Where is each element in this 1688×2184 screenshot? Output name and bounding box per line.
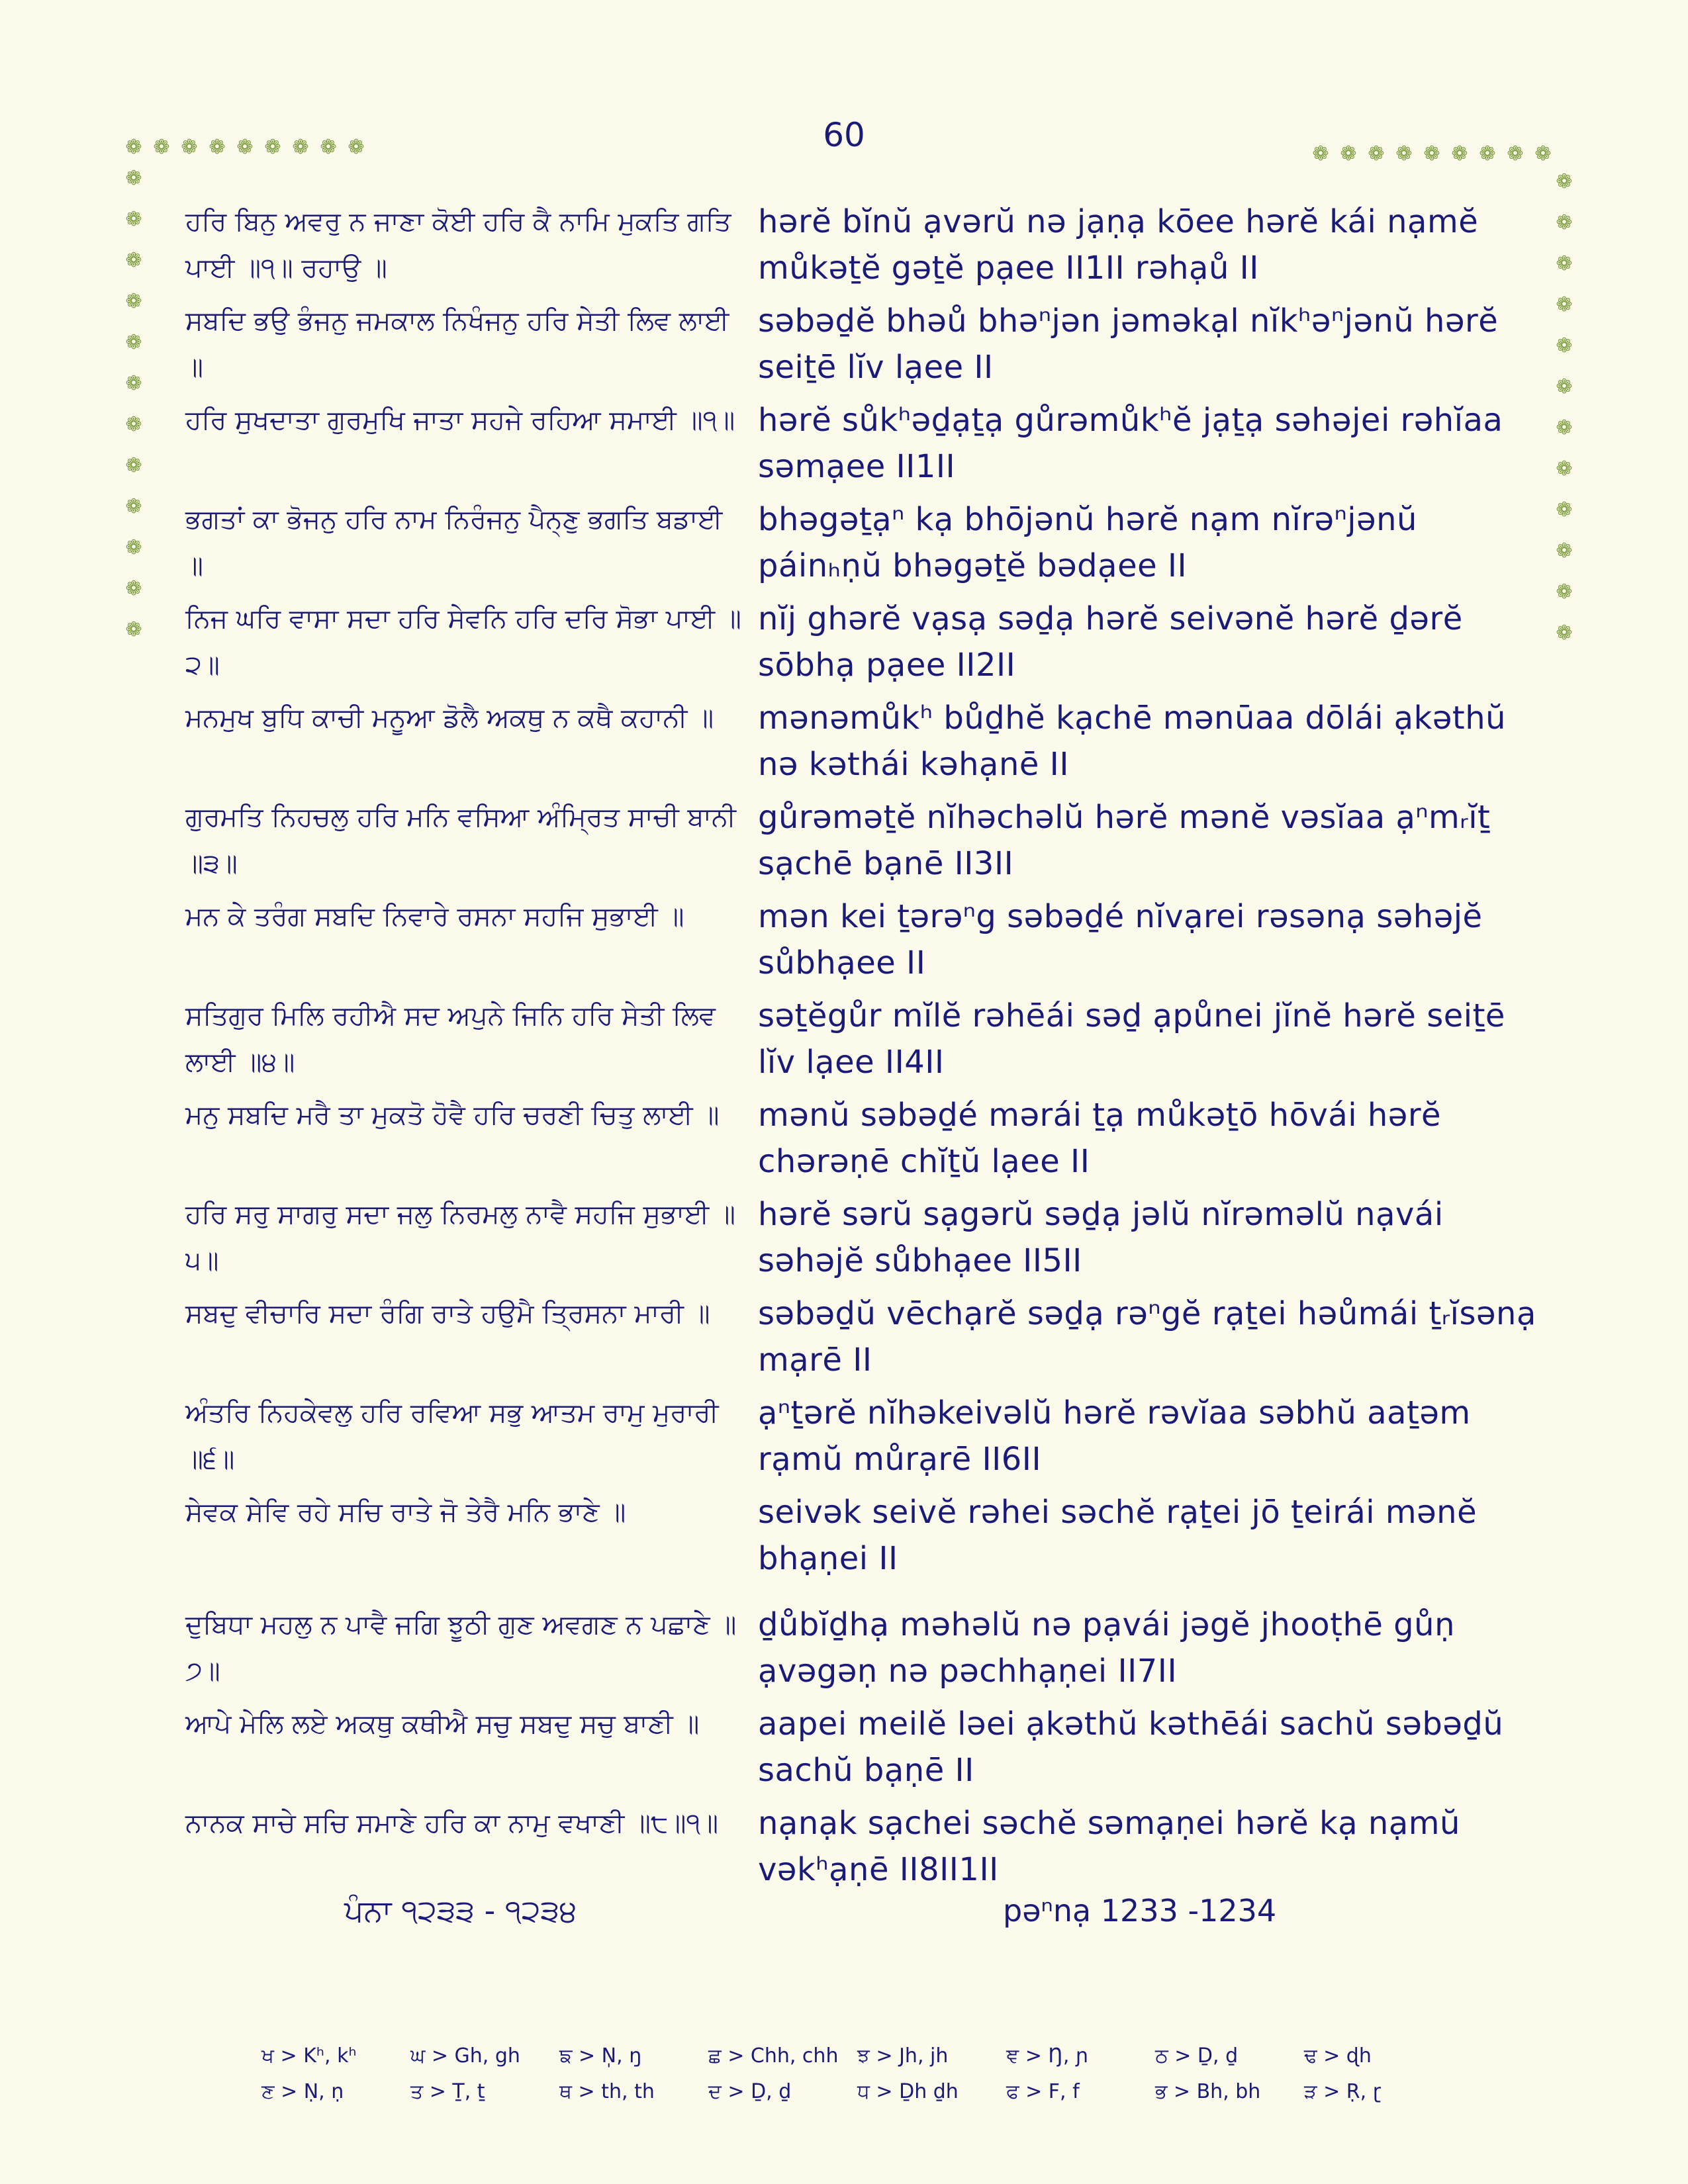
transliteration-text: mənŭ səbəḏé mərái ṯạ můkəṯō hōvái hərĕ chərəṇē chĭṯŭ lạee II bbox=[758, 1097, 1442, 1180]
gurmukhi-text: ਹਰਿ ਸੁਖਦਾਤਾ ਗੁਰਮੁਖਿ ਜਾਤਾ ਸਹਜੇ ਰਹਿਆ ਸਮਾਈ ॥੧॥ bbox=[185, 405, 735, 435]
verse-table bbox=[185, 199, 1549, 1893]
gurmukhi-text: ਸੇਵਕ ਸੇਵਿ ਰਹੇ ਸਚਿ ਰਾਤੇ ਜੋ ਤੇਰੈ ਮਨਿ ਭਾਣੇ ॥ bbox=[185, 1497, 626, 1527]
flower-icon: ❁ bbox=[1556, 539, 1573, 563]
flower-icon: ❁ bbox=[209, 136, 226, 159]
flower-icon: ❁ bbox=[125, 495, 142, 518]
flower-icon: ❁ bbox=[125, 536, 142, 559]
gurmukhi-text: ਸਬਦੁ ਵੀਚਾਰਿ ਸਦਾ ਰੰਗਿ ਰਾਤੇ ਹਉਮੈ ਤ੍ਰਿਸਨਾ ਮਾਰੀ ॥ bbox=[185, 1298, 710, 1329]
flower-icon: ❁ bbox=[1556, 580, 1573, 604]
legend-item: ਤ > Ṯ, ṯ bbox=[410, 2080, 485, 2103]
transliteration-text: gůrəməṯĕ nĭhəchəlŭ hərĕ mənĕ vəsĭaa ạⁿmᵣĭṯ sạchē bạnē II3II bbox=[758, 799, 1491, 882]
legend-item: ਫ > F, f bbox=[1006, 2080, 1080, 2103]
verse-row bbox=[185, 695, 1549, 788]
transliteration-text: mən kei ṯərəⁿg səbəḏé nĭvạrei rəsənạ səhəjĕ sůbhạee II bbox=[758, 898, 1483, 981]
transliteration-text: ḏůbĭḏhạ məhəlŭ nə pạvái jəgĕ jhooṭhē gůṇ ạvəgəṇ nə pəchhạṇei II7II bbox=[758, 1606, 1455, 1690]
gurmukhi-text: ਗੁਰਮਤਿ ਨਿਹਚਲੁ ਹਰਿ ਮਨਿ ਵਸਿਆ ਅੰਮ੍ਰਿਤ ਸਾਚੀ ਬਾਨੀ ॥੩॥ bbox=[185, 802, 736, 879]
transliteration-text: seivək seivĕ rəhei səchĕ rạṯei jō ṯeirái mənĕ bhạṇei II bbox=[758, 1494, 1477, 1577]
verse-row bbox=[185, 1092, 1549, 1185]
flower-icon: ❁ bbox=[348, 136, 365, 159]
flower-icon: ❁ bbox=[292, 136, 309, 159]
verse-row bbox=[185, 596, 1549, 688]
verse-row bbox=[185, 397, 1549, 490]
legend-item: ਘ > Gh, gh bbox=[410, 2044, 520, 2068]
flower-icon: ❁ bbox=[320, 136, 337, 159]
flower-icon: ❁ bbox=[125, 136, 142, 159]
gurmukhi-text: ਨਿਜ ਘਰਿ ਵਾਸਾ ਸਦਾ ਹਰਿ ਸੇਵਨਿ ਹਰਿ ਦਰਿ ਸੋਭਾ ਪਾਈ ॥੨॥ bbox=[185, 604, 741, 680]
verse-row bbox=[185, 1800, 1549, 1893]
legend-item: ਣ > Ṇ, ṇ bbox=[261, 2080, 344, 2103]
transliteration-text: səbəḏŭ vēchạrĕ səḏạ rəⁿgĕ rạṯei həůmái ṯᵣĭsənạ mạrē II bbox=[758, 1295, 1536, 1379]
gurmukhi-text: ਦੁਬਿਧਾ ਮਹਲੁ ਨ ਪਾਵੈ ਜਗਿ ਝੂਠੀ ਗੁਣ ਅਵਗਣ ਨ ਪਛਾਣੇ ॥੭॥ bbox=[185, 1610, 737, 1686]
flower-icon: ❁ bbox=[1556, 621, 1573, 645]
flower-icon: ❁ bbox=[125, 167, 142, 190]
gurmukhi-text: ਸਤਿਗੁਰ ਮਿਲਿ ਰਹੀਐ ਸਦ ਅਪੁਨੇ ਜਿਨਿ ਹਰਿ ਸੇਤੀ ਲਿਵ ਲਾਈ ॥੪॥ bbox=[185, 1001, 716, 1077]
verse-row bbox=[185, 1701, 1549, 1794]
gurmukhi-text: ਆਪੇ ਮੇਲਿ ਲਏ ਅਕਥੁ ਕਥੀਐ ਸਚੁ ਸਬਦੁ ਸਚੁ ਬਾਣੀ ॥ bbox=[185, 1709, 700, 1739]
legend-item: ੜ > Ṛ, ɽ bbox=[1304, 2080, 1382, 2103]
legend-item: ਥ > th, th bbox=[559, 2080, 655, 2103]
flower-icon: ❁ bbox=[125, 413, 142, 436]
flower-icon: ❁ bbox=[1556, 293, 1573, 316]
transliteration-text: mənəmůkʰ bůḏhĕ kạchē mənūaa dōlái ạkəthŭ nə kəthái kəhạnē II bbox=[758, 700, 1507, 783]
flower-icon: ❁ bbox=[125, 290, 142, 313]
verse-row bbox=[185, 1191, 1549, 1284]
gurmukhi-text: ਮਨਮੁਖ ਬੁਧਿ ਕਾਚੀ ਮਨੂਆ ਡੋਲੈ ਅਕਥੁ ਨ ਕਥੈ ਕਹਾਨੀ ॥ bbox=[185, 703, 714, 733]
flower-icon: ❁ bbox=[1556, 170, 1573, 193]
flower-icon: ❁ bbox=[125, 454, 142, 477]
flower-icon: ❁ bbox=[1479, 142, 1496, 165]
gurmukhi-text: ਮਨੁ ਸਬਦਿ ਮਰੈ ਤਾ ਮੁਕਤੋ ਹੋਵੈ ਹਰਿ ਚਰਣੀ ਚਿਤੁ ਲਾਈ ॥ bbox=[185, 1100, 720, 1130]
transliteration-text: nạnạk sạchei səchĕ səmạṇei hərĕ kạ nạmŭ vəkʰạṇē II8II1II bbox=[758, 1805, 1460, 1888]
legend-item: ਖ > Kʰ, kʰ bbox=[261, 2044, 357, 2068]
gurmukhi-text: ਹਰਿ ਸਰੁ ਸਾਗਰੁ ਸਦਾ ਜਲੁ ਨਿਰਮਲੁ ਨਾਵੈ ਸਹਜਿ ਸੁਭਾਈ ॥੫॥ bbox=[185, 1199, 735, 1276]
verse-row bbox=[185, 298, 1549, 390]
legend-item: ਛ > Chh, chh bbox=[708, 2044, 839, 2068]
legend-item: ਧ > Ḏh ḏh bbox=[857, 2080, 959, 2103]
legend-row bbox=[261, 2074, 1453, 2110]
flower-icon: ❁ bbox=[125, 208, 142, 231]
flower-icon: ❁ bbox=[1556, 457, 1573, 480]
legend-item: ਦ > Ḏ, ḏ bbox=[708, 2080, 792, 2103]
flower-icon: ❁ bbox=[1423, 142, 1440, 165]
transliteration-text: səbəḏĕ bhəů bhəⁿjən jəməkạl nĭkʰəⁿjənŭ hərĕ seiṯē lĭv lạee II bbox=[758, 302, 1499, 386]
flower-icon: ❁ bbox=[236, 136, 254, 159]
legend-item: ਙ > N̩, ŋ bbox=[559, 2044, 642, 2068]
flower-icon: ❁ bbox=[125, 372, 142, 395]
transliteration-text: hərĕ bĭnŭ ạvərŭ nə jạṇạ kōee hərĕ kái nạmĕ můkəṯĕ gəṯĕ pạee II1II rəhạů II bbox=[758, 203, 1479, 287]
gurmukhi-text: ਨਾਨਕ ਸਾਚੇ ਸਚਿ ਸਮਾਣੇ ਹਰਿ ਕਾ ਨਾਮੁ ਵਖਾਣੀ ॥੮॥੧॥ bbox=[185, 1808, 719, 1839]
legend-item: ਝ > Jh, jh bbox=[857, 2044, 949, 2068]
flower-icon: ❁ bbox=[1556, 375, 1573, 398]
transliteration-text: bhəgəṯạⁿ kạ bhōjənŭ hərĕ nạm nĭrəⁿjənŭ páinₕṇŭ bhəgəṯĕ bədạee II bbox=[758, 501, 1417, 584]
gurmukhi-text: ਅੰਤਰਿ ਨਿਹਕੇਵਲੁ ਹਰਿ ਰਵਿਆ ਸਭੁ ਆਤਮ ਰਾਮੁ ਮੁਰਾਰੀ ॥੬॥ bbox=[185, 1398, 719, 1475]
flower-icon: ❁ bbox=[1507, 142, 1524, 165]
legend-item: ਭ > Bh, bh bbox=[1155, 2080, 1261, 2103]
flower-icon: ❁ bbox=[1534, 142, 1552, 165]
transliteration-text: ạⁿṯərĕ nĭhəkeivəlŭ hərĕ rəvĭaa səbhŭ aaṯəm rạmŭ můrạrē II6II bbox=[758, 1394, 1471, 1478]
transliteration-legend bbox=[261, 2038, 1453, 2110]
verse-row bbox=[185, 1291, 1549, 1383]
verse-row bbox=[185, 993, 1549, 1085]
flower-icon: ❁ bbox=[1312, 142, 1329, 165]
flower-icon: ❁ bbox=[1556, 211, 1573, 234]
flower-icon: ❁ bbox=[125, 618, 142, 641]
verse-row bbox=[185, 1602, 1549, 1694]
flower-icon: ❁ bbox=[181, 136, 198, 159]
flower-icon: ❁ bbox=[264, 136, 281, 159]
flower-icon: ❁ bbox=[1556, 252, 1573, 275]
gurmukhi-text: ਸਬਦਿ ਭਉ ਭੰਜਨੁ ਜਮਕਾਲ ਨਿਖੰਜਨੁ ਹਰਿ ਸੇਤੀ ਲਿਵ ਲਾਈ ॥ bbox=[185, 306, 729, 383]
verse-row bbox=[185, 893, 1549, 986]
flower-icon: ❁ bbox=[153, 136, 170, 159]
page-number: 60 bbox=[823, 116, 865, 154]
flower-icon: ❁ bbox=[1556, 334, 1573, 357]
flower-icon: ❁ bbox=[1340, 142, 1357, 165]
verse-row bbox=[185, 199, 1549, 291]
transliteration-text: hərĕ sůkʰəḏạṯạ gůrəmůkʰĕ jạṯạ səhəjei rəhĭaa səmạee II1II bbox=[758, 402, 1503, 485]
page-reference-transliteration: pəⁿnạ 1233 -1234 bbox=[1003, 1893, 1277, 1929]
transliteration-text: nĭj ghərĕ vạsạ səḏạ hərĕ seivənĕ hərĕ ḏərĕ sōbhạ pạee II2II bbox=[758, 600, 1463, 684]
legend-item: ਢ > ɖh bbox=[1304, 2044, 1372, 2068]
legend-row bbox=[261, 2038, 1453, 2074]
legend-item: ਞ > Ŋ, ɲ bbox=[1006, 2044, 1089, 2068]
transliteration-text: aapei meilĕ ləei ạkəthŭ kəthēái sachŭ səbəḏŭ sachŭ bạṇē II bbox=[758, 1706, 1504, 1789]
flower-icon: ❁ bbox=[1556, 416, 1573, 439]
verse-row bbox=[185, 1489, 1549, 1582]
verse-row bbox=[185, 496, 1549, 589]
flower-icon: ❁ bbox=[1556, 498, 1573, 522]
flower-icon: ❁ bbox=[125, 249, 142, 272]
gurmukhi-text: ਭਗਤਾਂ ਕਾ ਭੋਜਨੁ ਹਰਿ ਨਾਮ ਨਿਰੰਜਨੁ ਪੈਨ੍ਣੁ ਭਗਤਿ ਬਡਾਈ ॥ bbox=[185, 504, 723, 581]
flower-icon: ❁ bbox=[1368, 142, 1385, 165]
verse-row bbox=[185, 1390, 1549, 1482]
flower-icon: ❁ bbox=[125, 331, 142, 354]
gurmukhi-text: ਮਨ ਕੇ ਤਰੰਗ ਸਬਦਿ ਨਿਵਾਰੇ ਰਸਨਾ ਸਹਜਿ ਸੁਭਾਈ ॥ bbox=[185, 901, 684, 932]
flower-icon: ❁ bbox=[125, 577, 142, 600]
flower-icon: ❁ bbox=[1451, 142, 1468, 165]
gurmukhi-text: ਹਰਿ ਬਿਨੁ ਅਵਰੁ ਨ ਜਾਣਾ ਕੋਈ ਹਰਿ ਕੈ ਨਾਮਿ ਮੁਕਤਿ ਗਤਿ ਪਾਈ ॥੧॥ ਰਹਾਉ ॥ bbox=[185, 206, 731, 283]
transliteration-text: hərĕ sərŭ sạgərŭ səḏạ jəlŭ nĭrəməlŭ nạvái səhəjĕ sůbhạee II5II bbox=[758, 1196, 1444, 1279]
transliteration-text: səṯĕgůr mĭlĕ rəhēái səḏ ạpůnei jĭnĕ hərĕ seiṯē lĭv lạee II4II bbox=[758, 997, 1505, 1081]
flower-icon: ❁ bbox=[1395, 142, 1413, 165]
page-reference-gurmukhi: ਪੰਨਾ ੧੨੩੩ - ੧੨੩੪ bbox=[344, 1893, 577, 1929]
verse-row bbox=[185, 794, 1549, 887]
legend-item: ਠ > Ḏ, ḏ bbox=[1155, 2044, 1239, 2068]
